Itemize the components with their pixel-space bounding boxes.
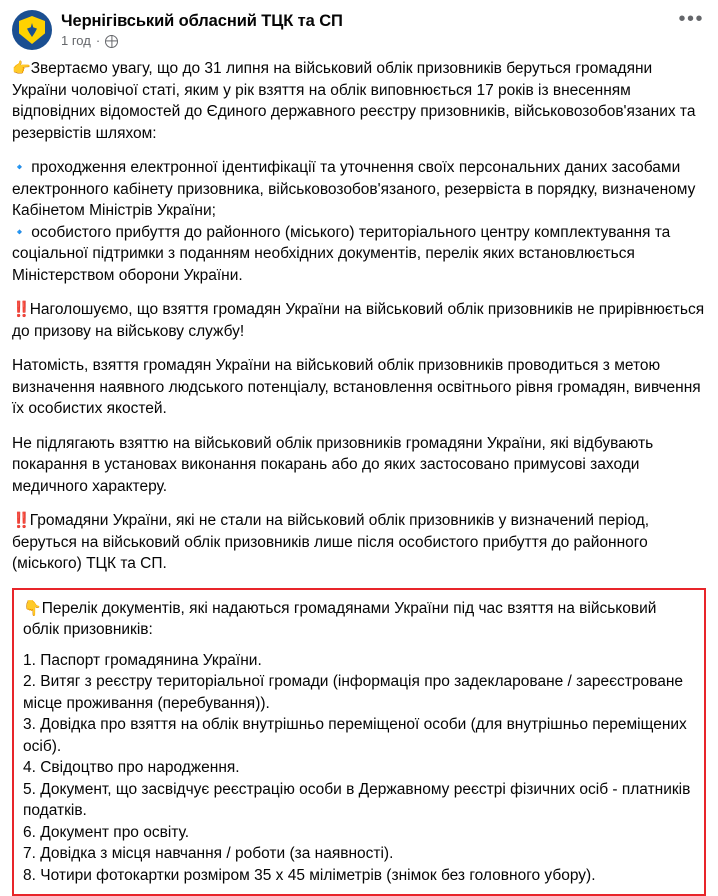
list-item: 1. Паспорт громадянина України.	[23, 650, 695, 672]
paragraph-2: Натомість, взяття громадян України на військовий облік призовників проводиться з метою визначення наявного людського потенціалу, встановлення освітнього рівня громадян, вивчення їх особистих якостей.	[12, 355, 706, 420]
bullet-item-2-text: особистого прибуття до районного (міського) територіального центру комплектування та соціальної підтримки з поданням необхідних документів, перелік яких встановлюється Міністерством оборони України.	[12, 224, 670, 284]
list-item: 6. Документ про освіту.	[23, 822, 695, 844]
blue-diamond-icon: 🔹	[12, 160, 27, 174]
list-item: 7. Довідка з місця навчання / роботи (за наявності).	[23, 843, 695, 865]
page-name[interactable]: Чернігівський обласний ТЦК та СП	[61, 11, 343, 31]
pointing-down-icon: 👇	[23, 600, 42, 617]
paragraph-3: Не підлягають взяттю на військовий облік призовників громадяни України, які відбувають покарання в установах виконання покарань або до яких застосовано примусові заходи медичного характеру.	[12, 433, 706, 498]
intro-paragraph	[12, 58, 706, 144]
post-header-text	[61, 10, 343, 49]
emphasis-paragraph-1	[12, 299, 706, 342]
post-body	[0, 56, 718, 896]
pointing-right-icon: 👉	[12, 60, 31, 77]
list-item: 2. Витяг з реєстру територіальної громади (інформація про задеклароване / зареєстроване місце проживання (перебування)).	[23, 671, 695, 714]
avatar[interactable]	[12, 10, 52, 50]
bullet-item-1	[12, 157, 706, 222]
list-item: 8. Чотири фотокартки розміром 35 х 45 міліметрів (знімок без головного убору).	[23, 865, 695, 887]
bullet-item-2	[12, 222, 706, 287]
bullet-list	[12, 157, 706, 286]
list-item: 5. Документ, що засвідчує реєстрацію особи в Державному реєстрі фізичних осіб - платників податків.	[23, 779, 695, 822]
document-list	[23, 650, 695, 887]
military-emblem-icon	[19, 16, 45, 44]
post-header	[0, 0, 718, 56]
meta-separator: ·	[96, 33, 100, 49]
highlighted-document-box	[12, 588, 706, 896]
list-item: 4. Свідоцтво про народження.	[23, 757, 695, 779]
more-options-button[interactable]: •••	[678, 14, 704, 24]
post-timestamp[interactable]: 1 год	[61, 33, 91, 49]
double-exclamation-icon: ‼️	[12, 512, 30, 529]
emphasis-paragraph-2	[12, 510, 706, 575]
bullet-item-1-text: проходження електронної ідентифікації та уточнення своїх персональних даних засобами електронного кабінету призовника, військовозобов'язаного, резервіста в порядку, визначеному Кабінетом Міністрів України;	[12, 159, 695, 219]
list-item: 3. Довідка про взяття на облік внутрішньо переміщеної особи (для внутрішньо переміщених осіб).	[23, 714, 695, 757]
blue-diamond-icon: 🔹	[12, 225, 27, 239]
double-exclamation-icon: ‼️	[12, 301, 30, 318]
emphasis-2-text: Громадяни України, які не стали на військовий облік призовників у визначений період, беруться на військовий облік призовників лише після особистого прибуття до районного (міського) ТЦК та СП.	[12, 512, 649, 572]
document-list-heading	[23, 598, 695, 641]
intro-text: Звертаємо увагу, що до 31 липня на військовий облік призовників беруться громадяни України чоловічої статі, яким у рік взяття на облік виповнюється 17 років із внесенням відповідних відомостей до Єдиного державного реєстру призовників, військовозобов'язаних та резервістів шляхом:	[12, 60, 695, 142]
post-meta	[61, 33, 343, 49]
emphasis-1-text: Наголошуємо, що взяття громадян України на військовий облік призовників не прирівнюється до призову на військову службу!	[12, 301, 704, 340]
globe-icon	[105, 35, 118, 48]
document-list-heading-text: Перелік документів, які надаються громадянами України під час взяття на військовий облік призовників:	[23, 600, 656, 639]
